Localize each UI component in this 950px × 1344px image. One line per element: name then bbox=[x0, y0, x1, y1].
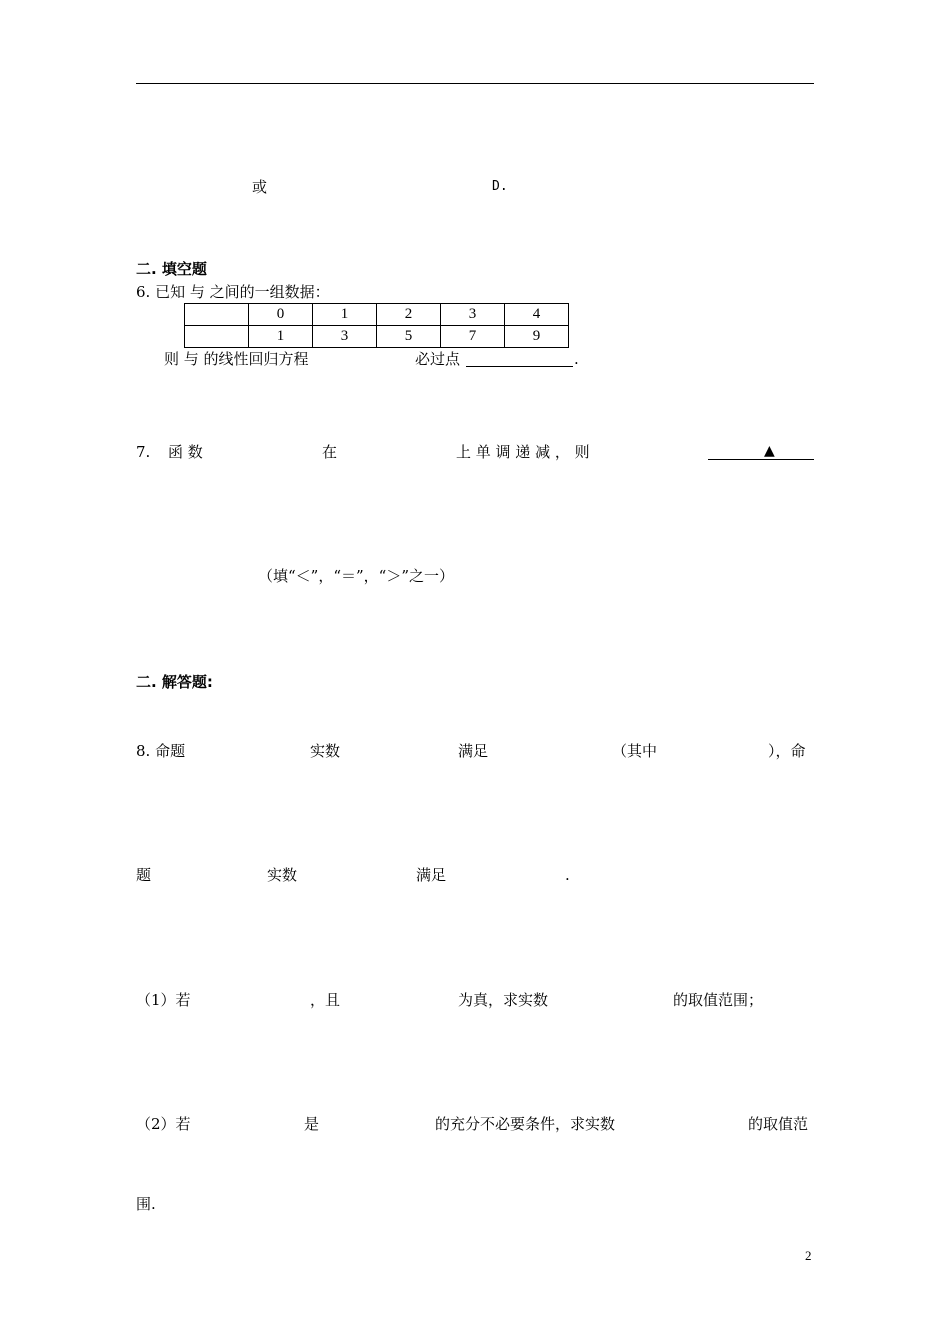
table-cell: 7 bbox=[441, 326, 505, 348]
q6-end-mark: . bbox=[574, 350, 579, 368]
q7-number: 7. bbox=[136, 443, 151, 461]
q6-answer-blank bbox=[466, 366, 573, 367]
q6-suffix-b: 必过点 bbox=[415, 350, 461, 368]
table-cell: 3 bbox=[441, 304, 505, 326]
q7-hint: （填“＜”，“＝”，“＞”之一） bbox=[258, 567, 455, 585]
q8-line1-seg: ），命 bbox=[768, 742, 806, 760]
q7-word-in: 在 bbox=[322, 443, 338, 461]
table-row bbox=[185, 326, 569, 348]
section-heading-answer: 二. 解答题: bbox=[136, 673, 213, 691]
q7-answer-blank bbox=[708, 459, 814, 460]
table-cell: 3 bbox=[313, 326, 377, 348]
table-cell: 1 bbox=[313, 304, 377, 326]
q6-suffix-a: 则 与 的线性回归方程 bbox=[164, 350, 309, 368]
answer-triangle-icon: ▲ bbox=[764, 443, 775, 459]
q8-part2-seg: 的充分不必要条件，求实数 bbox=[435, 1115, 616, 1133]
table-cell: 0 bbox=[249, 304, 313, 326]
table-row bbox=[185, 304, 569, 326]
page-number: 2 bbox=[805, 1248, 812, 1263]
q7-word-decreasing: 上 单 调 递 减 ， 则 bbox=[456, 443, 590, 461]
q8-line1-seg: 实数 bbox=[310, 742, 341, 760]
table-cell: 1 bbox=[249, 326, 313, 348]
q8-line2-seg: 满足 bbox=[416, 866, 447, 884]
q8-line2-seg: 题 bbox=[136, 866, 152, 884]
table-cell: 9 bbox=[505, 326, 569, 348]
q8-line1-seg: 8. 命题 bbox=[136, 742, 186, 760]
q6-prefix: 6. 已知 与 之间的一组数据： bbox=[136, 283, 330, 301]
data-table bbox=[184, 303, 569, 348]
or-text: 或 bbox=[252, 178, 268, 196]
option-d: D. bbox=[492, 179, 508, 194]
table-cell: 2 bbox=[377, 304, 441, 326]
table-cell: 4 bbox=[505, 304, 569, 326]
header-rule bbox=[136, 83, 814, 84]
q8-part1-seg: （1）若 bbox=[136, 991, 191, 1009]
q8-part1-seg: 的取值范围； bbox=[673, 991, 764, 1009]
table-cell bbox=[185, 304, 249, 326]
q8-part2-continuation: 围. bbox=[136, 1195, 156, 1213]
q8-part2-seg: 的取值范 bbox=[748, 1115, 809, 1133]
q8-line1-seg: （其中 bbox=[612, 742, 658, 760]
q8-line2-seg: 实数 bbox=[267, 866, 298, 884]
q8-line2-seg: . bbox=[565, 866, 570, 884]
q8-line1-seg: 满足 bbox=[458, 742, 489, 760]
q8-part1-seg: 为真，求实数 bbox=[458, 991, 549, 1009]
table-cell bbox=[185, 326, 249, 348]
q8-part2-seg: （2）若 bbox=[136, 1115, 191, 1133]
table-cell: 5 bbox=[377, 326, 441, 348]
q8-part2-seg: 是 bbox=[304, 1115, 320, 1133]
q7-word-function: 函 数 bbox=[168, 443, 203, 461]
section-heading-fill: 二. 填空题 bbox=[136, 260, 207, 278]
q8-part1-seg: ，且 bbox=[310, 991, 341, 1009]
